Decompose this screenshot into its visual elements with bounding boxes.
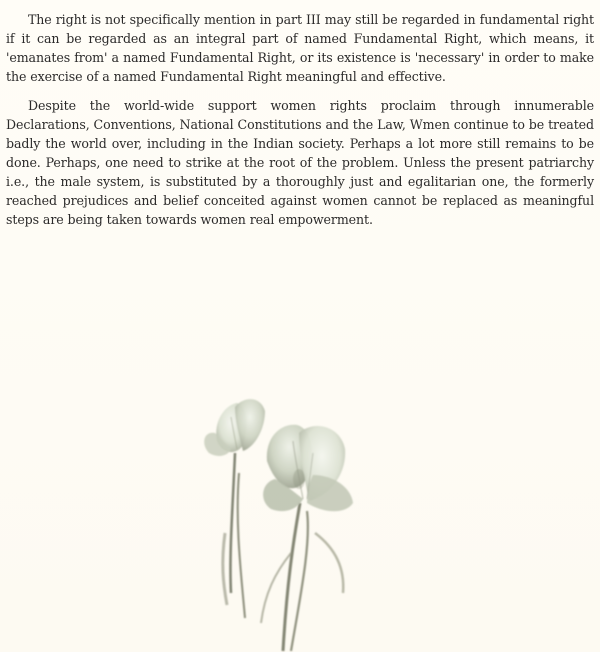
right-crocus — [263, 425, 353, 511]
left-crocus — [204, 399, 265, 456]
paragraph-women-rights: Despite the world-wide support women rights proclaim through innumerable Declarations, Conventions, National Constitutions and the Law, Wmen continue to be treated badly the world over, including in the Indian society. Perhaps a lot more still remains to be done. Perhaps, one need to strike at the root of the problem. Unless the present patriarchy i.e., the male system, is substituted by a thoroughly just and egalitarian one, the formerly reached prejudices and belief conceited against women cannot be replaced as meaningful steps are being taken towards women real empowerment. — [6, 98, 594, 227]
left-stem — [223, 453, 245, 618]
crocus-flowers-icon — [195, 383, 380, 652]
right-stem — [261, 503, 343, 651]
body-text — [6, 10, 594, 239]
paragraph-fundamental-right: The right is not specifically mention in part III may still be regarded in fundamental right if it can be regarded as an integral part of named Fundamental Right, which means, it 'emanates from' a named Fundamental Right, or its existence is 'necessary' in order to make the exercise of a named Fundamental Right meaningful and effective. — [6, 12, 594, 84]
